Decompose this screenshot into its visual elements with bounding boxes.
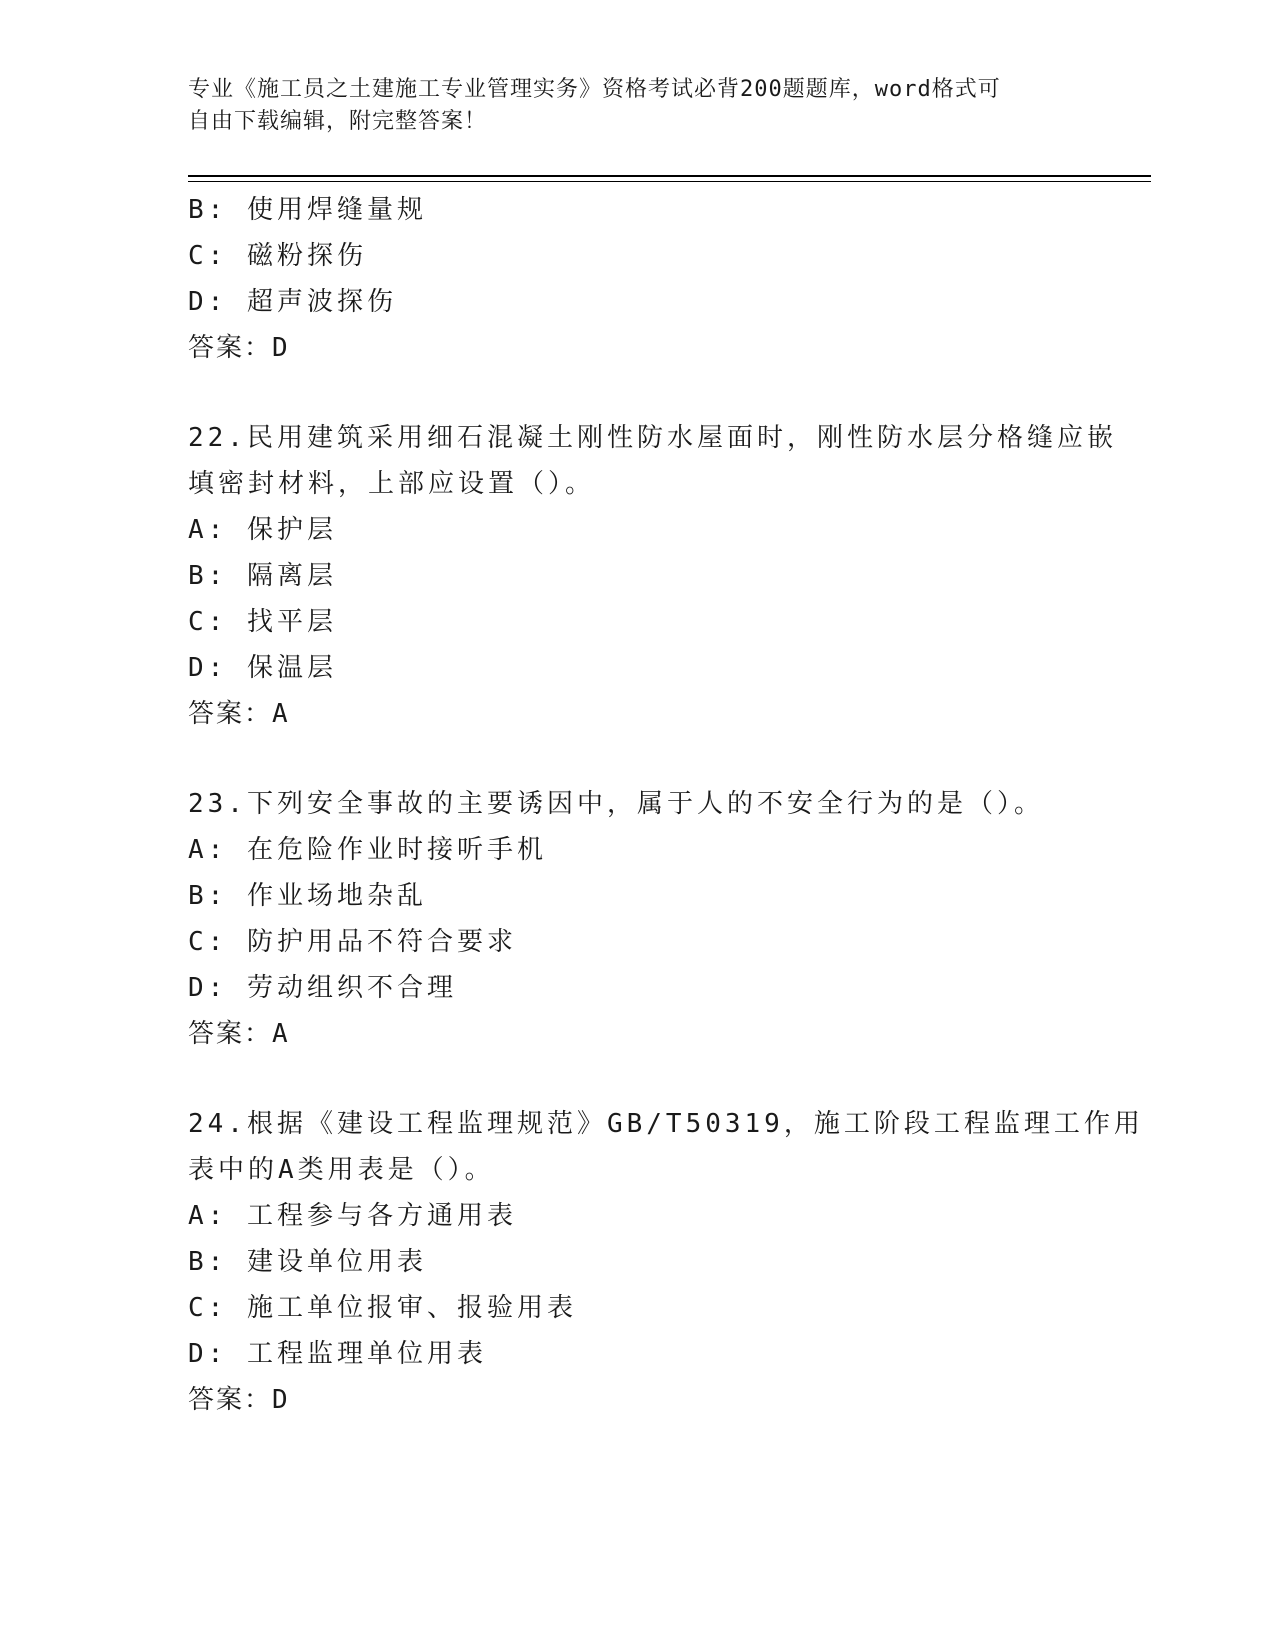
- header-line-2: 自由下载编辑，附完整答案！: [188, 109, 488, 134]
- option-c: C: 施工单位报审、报验用表: [188, 1293, 577, 1323]
- answer: 答案：D: [188, 333, 290, 363]
- question-stem-line: 填密封材料，上部应设置（）。: [188, 469, 596, 499]
- option-a: A: 在危险作业时接听手机: [188, 835, 547, 865]
- option-d: D: 保温层: [188, 653, 337, 683]
- option-b: B: 建设单位用表: [188, 1247, 427, 1277]
- option-b: B: 作业场地杂乱: [188, 881, 427, 911]
- question-stem-line: 22.民用建筑采用细石混凝土刚性防水屋面时，刚性防水层分格缝应嵌: [188, 423, 1117, 453]
- option-d: D: 工程监理单位用表: [188, 1339, 487, 1369]
- document-header: [188, 74, 1068, 138]
- question-stem-line: 24.根据《建设工程监理规范》GB/T50319，施工阶段工程监理工作用: [188, 1109, 1144, 1139]
- header-divider-thin: [188, 181, 1151, 182]
- question-stem-line: 表中的A类用表是（）。: [188, 1155, 495, 1185]
- question-24: [188, 1101, 1144, 1423]
- option-d: D: 超声波探伤: [188, 287, 397, 317]
- option-d: D: 劳动组织不合理: [188, 973, 457, 1003]
- header-divider-thick: [188, 175, 1151, 177]
- option-b: B: 隔离层: [188, 561, 337, 591]
- option-a: A: 保护层: [188, 515, 337, 545]
- question-list: [188, 187, 1144, 1423]
- option-c: C: 防护用品不符合要求: [188, 927, 517, 957]
- option-c: C: 找平层: [188, 607, 337, 637]
- question-21-continued: [188, 187, 1088, 371]
- option-b: B: 使用焊缝量规: [188, 195, 427, 225]
- option-a: A: 工程参与各方通用表: [188, 1201, 517, 1231]
- question-22: [188, 415, 1117, 737]
- answer: 答案：D: [188, 1385, 290, 1415]
- question-stem-line: 23.下列安全事故的主要诱因中，属于人的不安全行为的是（）。: [188, 789, 1044, 819]
- option-c: C: 磁粉探伤: [188, 241, 367, 271]
- answer: 答案：A: [188, 1019, 290, 1049]
- header-line-1: 专业《施工员之土建施工专业管理实务》资格考试必背200题题库，word格式可: [188, 77, 1001, 102]
- question-23: [188, 781, 1088, 1057]
- answer: 答案：A: [188, 699, 290, 729]
